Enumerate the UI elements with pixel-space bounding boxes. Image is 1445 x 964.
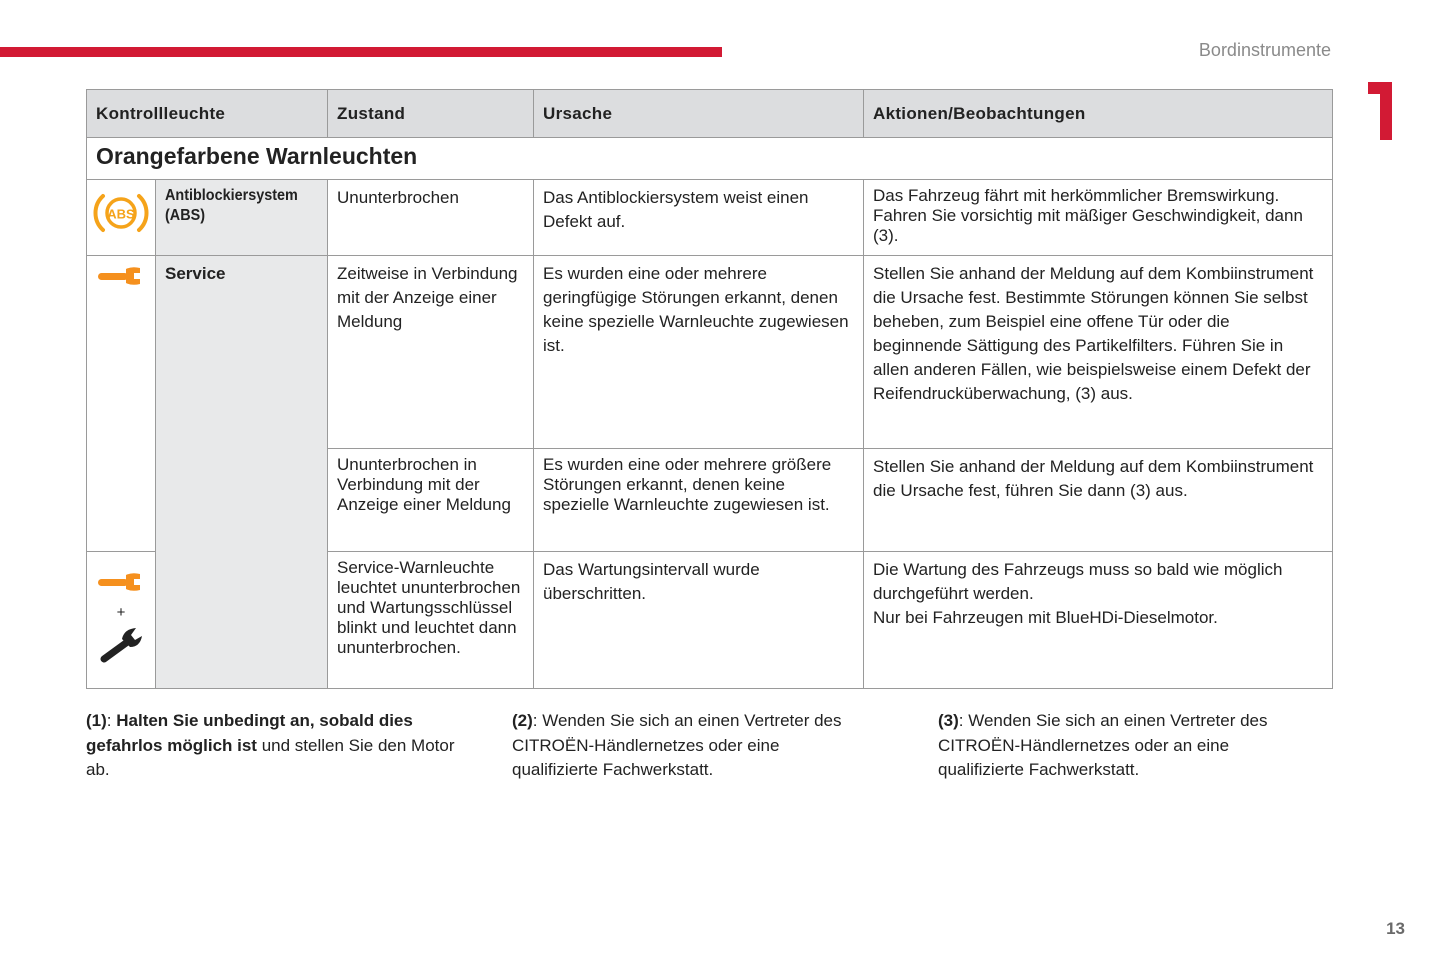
footnote-sep: : bbox=[106, 711, 117, 730]
footnote-sep: : bbox=[532, 711, 543, 730]
aktionen-cell: Stellen Sie anhand der Meldung auf dem Kombiinstrument die Ursache fest, führen Sie dann (3) aus. bbox=[864, 449, 1333, 552]
header-accent-bar bbox=[0, 47, 722, 57]
ursache-cell: Das Antiblockiersystem weist einen Defekt auf. bbox=[534, 180, 864, 256]
abs-warning-icon bbox=[92, 188, 150, 238]
ursache-cell: Das Wartungsintervall wurde überschritten. bbox=[534, 552, 864, 689]
warning-name: Antiblockiersystem (ABS) bbox=[156, 180, 328, 256]
zustand-cell: Ununterbrochen in Verbindung mit der Anzeige einer Meldung bbox=[328, 449, 534, 552]
aktionen-cell: Das Fahrzeug fährt mit herkömmlicher Bremswirkung. Fahren Sie vorsichtig mit mäßiger Geschwindigkeit, dann (3). bbox=[864, 180, 1333, 256]
service-wrench-icon bbox=[96, 264, 146, 288]
footnote-sep: : bbox=[958, 711, 969, 730]
table-row bbox=[87, 256, 1333, 449]
aktionen-text: Nur bei Fahrzeugen mit BlueHDi-Dieselmotor. bbox=[873, 608, 1218, 627]
aktionen-cell: Stellen Sie anhand der Meldung auf dem Kombiinstrument die Ursache fest. Bestimmte Störungen können Sie selbst beheben, zum Beispiel eine offene Tür oder die beginnende Sättigung des Partikelfilters. Führen Sie in allen anderen Fällen, wie beispielsweise einem Defekt der Reifendrucküberwachung, (3) aus. bbox=[864, 256, 1333, 449]
footnote-1 bbox=[86, 709, 456, 783]
section-title: Bordinstrumente bbox=[1198, 40, 1331, 60]
footnote-ref: (2) bbox=[512, 711, 533, 730]
page-number: 13 bbox=[1386, 919, 1405, 938]
aktionen-cell bbox=[864, 552, 1333, 689]
group-row bbox=[87, 138, 1333, 180]
footnote-bold-text: Halten Sie unbedingt an, sobald dies gefahrlos möglich ist bbox=[86, 711, 413, 755]
table-header-row bbox=[87, 90, 1333, 138]
icon-cell bbox=[87, 552, 156, 689]
column-header-zustand: Zustand bbox=[328, 90, 534, 138]
footnote-text: Wenden Sie sich an einen Vertreter des CITROËN-Händlernetzes oder eine qualifizierte Fachwerkstatt. bbox=[512, 711, 842, 779]
maintenance-key-icon bbox=[98, 625, 144, 665]
footnote-text: Wenden Sie sich an einen Vertreter des CITROËN-Händlernetzes oder an eine qualifizierte Fachwerkstatt. bbox=[938, 711, 1268, 779]
zustand-cell: Ununterbrochen bbox=[328, 180, 534, 256]
chapter-number bbox=[1368, 82, 1398, 140]
plus-sign: + bbox=[116, 604, 126, 621]
warning-name: Service bbox=[156, 256, 328, 689]
ursache-cell: Es wurden eine oder mehrere größere Störungen erkannt, denen keine spezielle Warnleuchte zugewiesen ist. bbox=[534, 449, 864, 552]
column-header-aktionen: Aktionen/Beobachtungen bbox=[864, 90, 1333, 138]
footnote-ref: (3) bbox=[938, 711, 959, 730]
footnote-text: und stellen Sie den Motor ab. bbox=[86, 735, 455, 779]
service-wrench-icon bbox=[96, 570, 146, 594]
svg-text:ABS: ABS bbox=[107, 206, 135, 222]
table-row bbox=[87, 180, 1333, 256]
zustand-cell: Service-Warnleuchte leuchtet ununterbrochen und Wartungsschlüssel blinkt und leuchtet dann ununterbrochen. bbox=[328, 552, 534, 689]
icon-cell bbox=[87, 180, 156, 256]
column-header-kontrollleuchte: Kontrollleuchte bbox=[87, 90, 328, 138]
ursache-cell: Es wurden eine oder mehrere geringfügige Störungen erkannt, denen keine spezielle Warnleuchte zugewiesen ist. bbox=[534, 256, 864, 449]
column-header-ursache: Ursache bbox=[534, 90, 864, 138]
footnote-ref: (1) bbox=[86, 711, 107, 730]
footnote-3 bbox=[938, 709, 1308, 783]
warning-lights-table bbox=[86, 89, 1333, 689]
icon-cell bbox=[87, 256, 156, 552]
aktionen-text: Die Wartung des Fahrzeugs muss so bald wie möglich durchgeführt werden. bbox=[873, 560, 1283, 603]
footnote-2 bbox=[512, 709, 852, 783]
zustand-cell: Zeitweise in Verbindung mit der Anzeige einer Meldung bbox=[328, 256, 534, 449]
group-title: Orangefarbene Warnleuchten bbox=[87, 138, 1333, 180]
